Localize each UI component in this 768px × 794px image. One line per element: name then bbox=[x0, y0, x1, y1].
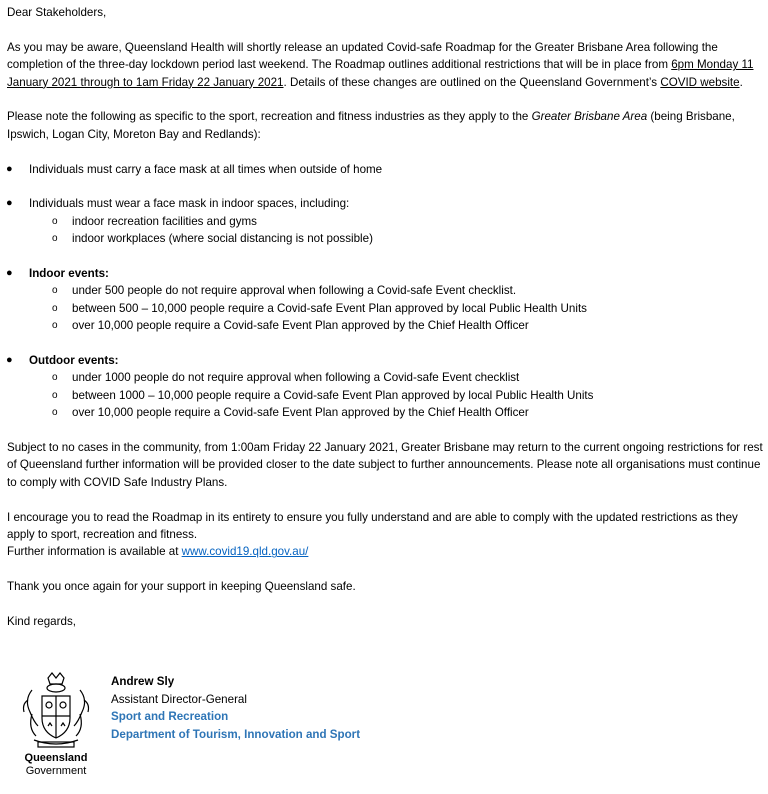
bullet-carry-mask: ● Individuals must carry a face mask at all times when outside of home bbox=[7, 161, 763, 178]
circle-bullet-icon: o bbox=[52, 389, 58, 401]
circle-bullet-icon: o bbox=[52, 233, 58, 245]
signatory-name: Andrew Sly bbox=[111, 675, 175, 688]
sub-item: o between 500 – 10,000 people require a Covid-safe Event Plan approved by local Public Health Units bbox=[7, 300, 763, 317]
paragraph-scope: Please note the following as specific to the sport, recreation and fitness industries as they apply to the Greater Brisbane Area (being Brisbane, Ipswich, Logan City, Moreton Bay and Redlands): bbox=[7, 110, 735, 141]
bullet-icon: ● bbox=[6, 354, 13, 367]
signature-block bbox=[111, 673, 360, 743]
bullet-icon: ● bbox=[6, 162, 13, 175]
sub-item: o indoor recreation facilities and gyms bbox=[7, 213, 763, 230]
bullet-icon: ● bbox=[6, 197, 13, 210]
letter-body bbox=[7, 4, 763, 630]
circle-bullet-icon: o bbox=[52, 302, 58, 314]
paragraph-return: Subject to no cases in the community, from 1:00am Friday 22 January 2021, Greater Brisbane may return to the current ongoing restrictions for rest of Queensland further information will be provided closer to the date subject to further announcements. Please note all organisations must continue to comply with COVID Safe Industry Plans. bbox=[7, 441, 763, 489]
closing: Kind regards, bbox=[7, 615, 76, 629]
sub-item: o under 500 people do not require approval when following a Covid-safe Event checklist. bbox=[7, 282, 763, 299]
covid-website-link[interactable]: COVID website bbox=[660, 75, 740, 89]
circle-bullet-icon: o bbox=[52, 320, 58, 332]
signatory-unit: Sport and Recreation bbox=[111, 710, 229, 724]
date-range: 6pm Monday 11 January 2021 through to 1am Friday 22 January 2021 bbox=[7, 58, 754, 89]
paragraph-thanks: Thank you once again for your support in keeping Queensland safe. bbox=[7, 580, 356, 594]
sub-item: o between 1000 – 10,000 people require a Covid-safe Event Plan approved by local Public Health Units bbox=[7, 387, 763, 404]
sub-item: o over 10,000 people require a Covid-safe Event Plan approved by the Chief Health Officer bbox=[7, 317, 763, 334]
area-name: Greater Brisbane Area bbox=[531, 110, 648, 124]
signatory-title: Assistant Director-General bbox=[111, 692, 247, 706]
logo-line2: Government bbox=[25, 765, 87, 777]
circle-bullet-icon: o bbox=[52, 407, 58, 419]
paragraph-encourage: I encourage you to read the Roadmap in its entirety to ensure you fully understand and are able to comply with the updated restrictions as they apply to sport, recreation and fitness. bbox=[7, 510, 738, 542]
queensland-government-crest-icon bbox=[18, 670, 94, 778]
sub-item: o over 10,000 people require a Covid-safe Event Plan approved by the Chief Health Officer bbox=[7, 404, 763, 421]
sub-item: o under 1000 people do not require approval when following a Covid-safe Event checklist bbox=[7, 369, 763, 386]
bullet-wear-mask: ● Individuals must wear a face mask in indoor spaces, including: bbox=[7, 195, 763, 212]
signatory-department: Department of Tourism, Innovation and Sport bbox=[111, 727, 361, 741]
logo-line1: Queensland bbox=[24, 752, 88, 764]
indoor-events-heading: ● Indoor events: bbox=[7, 265, 763, 282]
bullet-icon: ● bbox=[6, 267, 13, 280]
sub-item: o indoor workplaces (where social distancing is not possible) bbox=[7, 230, 763, 247]
queensland-government-logo bbox=[18, 670, 94, 778]
circle-bullet-icon: o bbox=[52, 372, 58, 384]
paragraph-roadmap: As you may be aware, Queensland Health will shortly release an updated Covid-safe Roadmap for the Greater Brisbane Area following the completion of the three-day lockdown period last weekend. The Roadmap outlines additional restrictions that will be in place from 6pm Monday 11 January 2021 through to 1am Friday 22 January 2021. Details of these changes are outlined on the Queensland Government’s COVID website. bbox=[7, 40, 754, 89]
circle-bullet-icon: o bbox=[52, 215, 58, 227]
covid-link[interactable]: www.covid19.qld.gov.au/ bbox=[181, 545, 309, 559]
paragraph-further-info: Further information is available at www.covid19.qld.gov.au/ bbox=[7, 545, 309, 559]
outdoor-events-heading: ● Outdoor events: bbox=[7, 352, 763, 369]
circle-bullet-icon: o bbox=[52, 285, 58, 297]
greeting: Dear Stakeholders, bbox=[7, 6, 107, 19]
